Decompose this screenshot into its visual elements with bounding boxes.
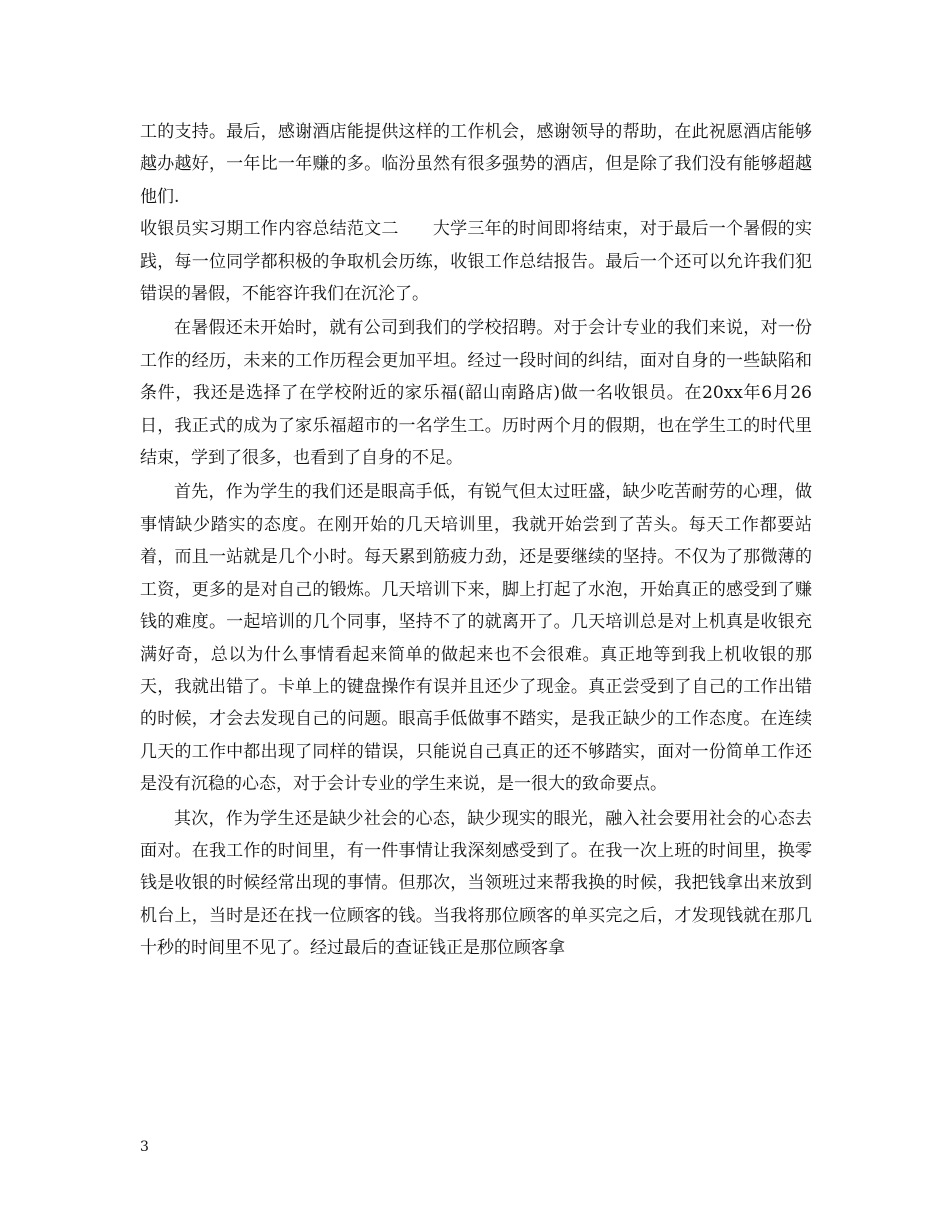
page-number: 3 (140, 1139, 149, 1155)
continuation-paragraph: 工的支持。最后，感谢酒店能提供这样的工作机会，感谢领导的帮助，在此祝愿酒店能够越办越好，一年比一年赚的多。临汾虽然有很多强势的酒店，但是除了我们没有能够超越他们. (140, 122, 812, 207)
document-body (140, 116, 812, 965)
section-heading: 收银员实习期工作内容总结范文二 (140, 219, 399, 240)
section-heading-paragraph (140, 213, 812, 310)
body-paragraph-1: 在暑假还未开始时，就有公司到我们的学校招聘。对于会计专业的我们来说，对一份工作的经历，未来的工作历程会更加平坦。经过一段时间的纠结，面对自身的一些缺陷和条件，我还是选择了在学校附近的家乐福(韶山南路店)做一名收银员。在20xx年6月26日，我正式的成为了家乐福超市的一名学生工。历时两个月的假期，也在学生工的时代里结束，学到了很多，也看到了自身的不足。 (140, 318, 812, 469)
body-paragraph-3: 其次，作为学生还是缺少社会的心态，缺少现实的眼光，融入社会要用社会的心态去面对。在我工作的时间里，有一件事情让我深刻感受到了。在我一次上班的时间里，换零钱是收银的时候经常出现的事情。但那次，当领班过来帮我换的时候，我把钱拿出来放到机台上，当时是还在找一位顾客的钱。当我将那位顾客的单买完之后，才发现钱就在那几十秒的时间里不见了。经过最后的查证钱正是那位顾客拿 (140, 808, 812, 959)
body-paragraph-2: 首先，作为学生的我们还是眼高手低，有锐气但太过旺盛，缺少吃苦耐劳的心理，做事情缺少踏实的态度。在刚开始的几天培训里，我就开始尝到了苦头。每天工作都要站着，而且一站就是几个小时。每天累到筋疲力劲，还是要继续的坚持。不仅为了那微薄的工资，更多的是对自己的锻炼。几天培训下来，脚上打起了水泡，开始真正的感受到了赚钱的难度。一起培训的几个同事，坚持不了的就离开了。几天培训总是对上机真是收银充满好奇，总以为什么事情看起来简单的做起来也不会很难。真正地等到我上机收银的那天，我就出错了。卡单上的键盘操作有误并且还少了现金。真正尝受到了自己的工作出错的时候，才会去发现自己的问题。眼高手低做事不踏实，是我正缺少的工作态度。在连续几天的工作中都出现了同样的错误，只能说自己真正的还不够踏实，面对一份简单工作还是没有沉稳的心态，对于会计专业的学生来说，是一很大的致命要点。 (140, 482, 812, 795)
section-intro-text: 大学三年的时间即将结束，对于最后一个暑假的实践，每一位同学都积极的争取机会历练，收银工作总结报告。最后一个还可以允许我们犯错误的暑假，不能容许我们在沉沦了。 (140, 219, 813, 305)
